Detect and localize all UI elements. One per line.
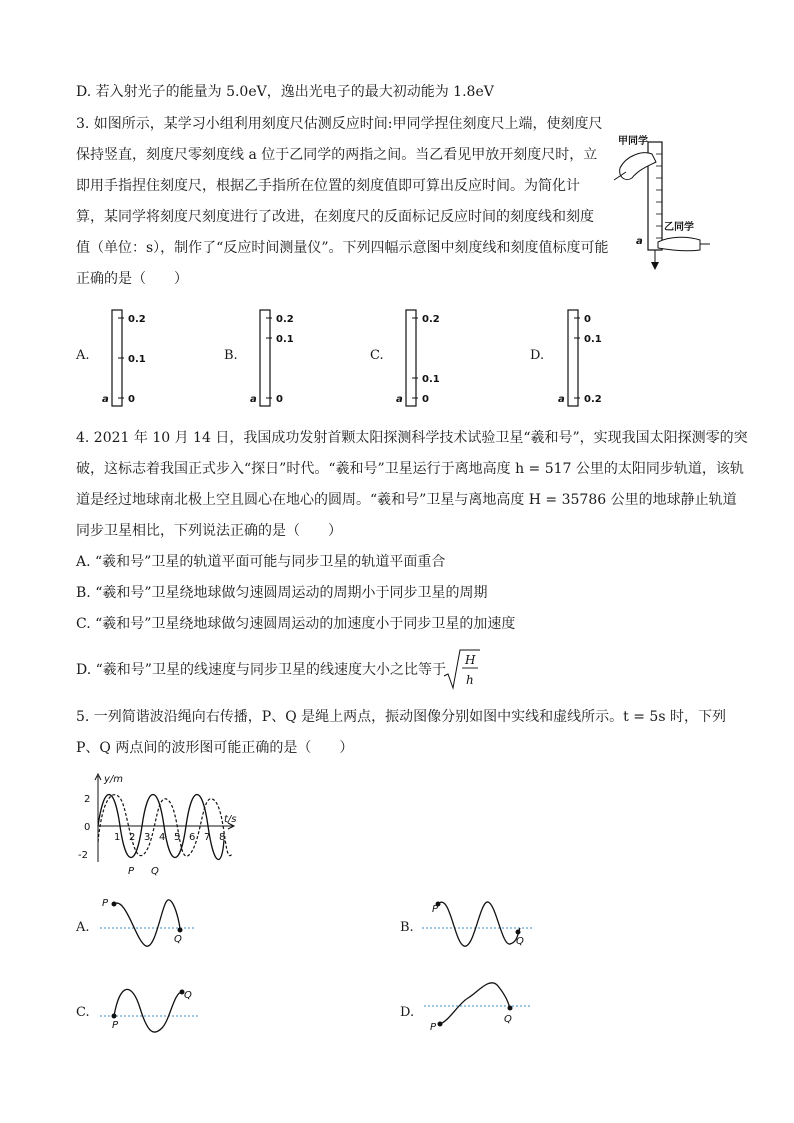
q3-line-3: 即用手指捏住刻度尺，根据乙手指所在位置的刻度值即可算出反应时间。为简化计 — [76, 178, 580, 194]
q5-option-c-letter[interactable]: C. — [76, 1005, 90, 1020]
q4-line-1: 4. 2021 年 10 月 14 日，我国成功发射首颗太阳探测科学技术试验卫星“羲和号”，实现我国太阳探测零的突 — [76, 430, 748, 446]
q3-option-d-ruler[interactable] — [556, 308, 626, 410]
svg-text:7: 7 — [204, 832, 211, 843]
y-tick-0: 0 — [84, 822, 91, 833]
svg-text:4: 4 — [159, 832, 166, 843]
yi-hand — [658, 237, 700, 251]
label-p: P — [102, 898, 109, 909]
q4-line-4: 同步卫星相比，下列说法正确的是（ ） — [76, 523, 342, 539]
q3-line-6: 正确的是（ ） — [76, 271, 188, 287]
tick-label: 0.2 — [276, 314, 294, 325]
label-q: Q — [184, 990, 192, 1001]
mark-a: a — [396, 394, 403, 405]
q5-option-a-wave[interactable] — [96, 892, 216, 952]
tick-label: 0.1 — [422, 374, 440, 385]
q5-option-c-wave[interactable] — [96, 978, 216, 1038]
q3-line-5: 值（单位：s），制作了“反应时间测量仪”。下列四幅示意图中刻度线和刻度值标度可能 — [76, 240, 609, 256]
label-q: Q — [504, 1014, 512, 1025]
q5-option-b-letter[interactable]: B. — [400, 920, 414, 935]
label-q: Q — [174, 934, 182, 945]
label-jia-student: 甲同学 — [618, 136, 648, 147]
y-axis-label: y/m — [104, 774, 124, 785]
label-yi-student: 乙同学 — [664, 222, 694, 233]
q3-option-a-ruler[interactable] — [100, 308, 170, 410]
q5-line-1: 5. 一列简谐波沿绳向右传播，P、Q 是绳上两点，振动图像分别如图中实线和虚线所示。t = 5s 时，下列 — [76, 709, 726, 725]
svg-text:2: 2 — [129, 832, 136, 843]
label-q: Q — [516, 936, 524, 947]
fall-arrow-head — [651, 262, 659, 270]
x-axis-label: t/s — [224, 814, 237, 825]
q3-option-a-letter[interactable]: A. — [76, 348, 90, 363]
q3-option-c-ruler[interactable] — [394, 308, 464, 410]
q5-line-2: P、Q 两点间的波形图可能正确的是（ ） — [76, 740, 354, 756]
svg-text:3: 3 — [144, 832, 151, 843]
mark-a: a — [636, 236, 643, 247]
q4-option-c[interactable]: C. “羲和号”卫星绕地球做匀速圆周运动的加速度小于同步卫星的加速度 — [76, 616, 516, 632]
sqrt-fraction — [442, 646, 482, 692]
y-tick-2: 2 — [84, 794, 91, 805]
q4-option-b[interactable]: B. “羲和号”卫星绕地球做匀速圆周运动的周期小于同步卫星的周期 — [76, 585, 488, 601]
svg-text:5: 5 — [174, 832, 181, 843]
p-solid-curve — [98, 795, 224, 860]
q4-line-2: 破，这标志着我国正式步入“探日”时代。“羲和号”卫星运行于离地高度 h = 517 公里的太阳同步轨道，该轨 — [76, 461, 744, 477]
label-p: P — [432, 904, 439, 915]
frac-denominator: h — [466, 673, 474, 687]
q3-option-d-letter[interactable]: D. — [530, 348, 545, 363]
q3-option-c-letter[interactable]: C. — [370, 348, 384, 363]
q3-line-2: 保持竖直，刻度尺零刻度线 a 位于乙同学的两指之间。当乙看见甲放开刻度尺时，立 — [76, 147, 598, 163]
q5-option-a-letter[interactable]: A. — [76, 920, 90, 935]
label-p: P — [112, 1020, 119, 1031]
q5-option-d-letter[interactable]: D. — [400, 1005, 415, 1020]
q5-option-d-wave[interactable] — [418, 974, 538, 1036]
tick-label: 0.1 — [128, 354, 146, 365]
mark-a: a — [250, 394, 257, 405]
vibration-graph — [74, 770, 244, 880]
q4-line-3: 道是经过地球南北极上空且圆心在地心的圆周。“羲和号”卫星与离地高度 H = 35786 公里的地球静止轨道 — [76, 492, 737, 508]
mark-a: a — [558, 394, 565, 405]
y-tick-neg2: -2 — [78, 850, 88, 861]
q3-line-4: 算，某同学将刻度尺刻度进行了改进，在刻度尺的反面标记反应时间的刻度线和刻度 — [76, 209, 594, 225]
tick-label: 0 — [128, 394, 135, 405]
q5-option-b-wave[interactable] — [418, 892, 538, 952]
q4-option-d[interactable]: D. “羲和号”卫星的线速度与同步卫星的线速度大小之比等于 — [76, 662, 446, 678]
label-p: P — [430, 1022, 437, 1033]
frac-numerator: H — [465, 653, 476, 667]
legend-p: P — [128, 866, 135, 877]
q4-option-a[interactable]: A. “羲和号”卫星的轨道平面可能与同步卫星的轨道平面重合 — [76, 554, 446, 570]
svg-text:6: 6 — [189, 832, 196, 843]
legend-q: Q — [151, 866, 159, 877]
mark-a: a — [102, 394, 109, 405]
svg-text:8: 8 — [219, 832, 226, 843]
q3-line-1: 3. 如图所示，某学习小组利用刻度尺估测反应时间:甲同学捏住刻度尺上端，使刻度尺 — [76, 116, 603, 132]
q3-option-b-ruler[interactable] — [248, 308, 318, 410]
tick-label: 0 — [584, 314, 591, 325]
tick-label: 0.2 — [128, 314, 146, 325]
tick-label: 0.2 — [422, 314, 440, 325]
tick-label: 0.1 — [276, 334, 294, 345]
prev-option-d: D. 若入射光子的能量为 5.0eV，逸出光电子的最大初动能为 1.8eV — [76, 84, 494, 100]
tick-label: 0 — [422, 394, 429, 405]
tick-label: 0.1 — [584, 334, 602, 345]
q3-ruler-figure — [612, 132, 712, 272]
tick-label: 0.2 — [584, 394, 602, 405]
q3-option-b-letter[interactable]: B. — [224, 348, 238, 363]
tick-label: 0 — [276, 394, 283, 405]
svg-text:1: 1 — [114, 832, 121, 843]
